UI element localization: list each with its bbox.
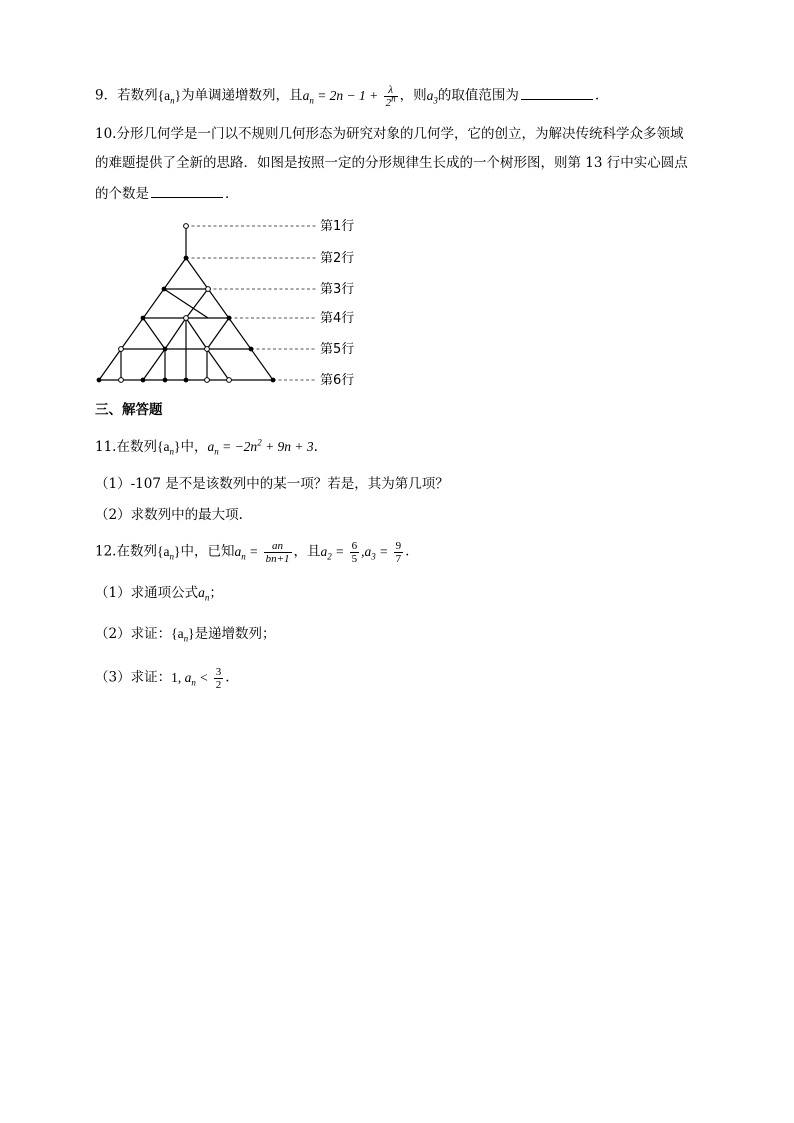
q9-seq: $\{a_n\}$ [157,87,182,106]
q11-mid: 中， [180,439,208,455]
question-11 [95,437,318,457]
q12-part1-end: ； [209,585,223,601]
q9-end: . [594,87,600,104]
node-hollow [119,347,124,352]
node-hollow [184,316,189,321]
node-solid [249,347,254,352]
q10-line3-text: 的个数是 [95,186,149,202]
q12-part2-post: 是递增数列； [194,626,276,642]
q12-fraction: $\frac{an}{bn+1}$ [265,540,290,565]
q11-part1: （1）-107 是不是该数列中的某一项？若是，其为第几项？ [95,476,449,492]
q12-prefix: 12.在数列 [95,543,157,560]
fractal-tree-figure [95,214,375,390]
row-label-2: 第2行 [320,251,355,266]
q11-part2: （2）求数列中的最大项. [95,507,243,523]
q12-part3-formula: 1, $a_n$ < $\frac{3}{2}$ [171,666,222,691]
q9-text3: ，则 [399,87,427,104]
q12-conditions: $a_2$ = $\frac{6}{5}$ $,a_3$ = $\frac{9}{7}$ [320,540,402,565]
row-label-1: 第1行 [320,219,355,234]
row-label-4: 第4行 [320,311,355,326]
q12-text2: ，且 [293,543,321,560]
q9-text1: 若数列 [117,87,158,104]
node-solid [184,378,189,383]
q11-formula: $a_n = -2n^2 + 9n + 3$ [207,437,314,457]
row-label-5: 第5行 [320,342,355,357]
q10-answer-blank[interactable] [151,183,223,198]
q12-part2-pre: （2）求证： [95,626,172,642]
question-12 [95,540,409,565]
q12-mid: 中，已知 [180,543,235,560]
q9-a3: $a_3$ [426,87,438,106]
node-hollow [205,347,210,352]
node-solid [97,378,102,383]
node-solid [227,316,232,321]
node-solid [163,378,168,383]
q12-part1-an: $a_n$ [198,585,210,603]
q9-formula: $a_n = 2n - 1$ + $\frac{\lambda}{2^n}$ [302,84,396,109]
q12-seq: $\{a_n\}$ [156,543,181,562]
q12-part3 [95,666,230,691]
q9-answer-blank[interactable] [521,85,593,100]
q12-part1-text: （1）求通项公式 [95,585,199,601]
node-hollow [206,287,211,292]
node-hollow [119,378,124,383]
q12-part1 [95,583,223,603]
q12-part2-seq: $\{a_n\}$ [171,626,195,644]
node-hollow [227,378,232,383]
q11-end: . [313,439,318,455]
node-solid [162,287,167,292]
q12-part3-end: . [225,669,230,686]
q10-end: ． [225,186,239,202]
question-9 [95,84,599,109]
node-solid [271,378,276,383]
q9-fraction: $\frac{\lambda}{2^n}$ [385,84,396,109]
row-label-3: 第3行 [320,282,355,297]
q10-line3 [95,183,239,204]
node-hollow [205,378,210,383]
node-solid [141,316,146,321]
node-solid [163,347,168,352]
q12-part3-pre: （3）求证： [95,669,172,686]
q9-text2: 为单调递增数列，且 [181,87,303,104]
q11-prefix: 11.在数列 [95,439,157,455]
q12-end: . [405,543,410,560]
q9-number: 9． [95,87,118,104]
section-3-title: 三、解答题 [95,402,163,418]
q10-line2: 的难题提供了全新的思路．如图是按照一定的分形规律生长成的一个树形图，则第 13 行中实心圆点 [95,155,688,171]
q12-formula: $a_n$ = $\frac{an}{bn+1}$ [234,540,290,565]
node-solid [184,256,189,261]
q10-line1: 10.分形几何学是一门以不规则几何形态为研究对象的几何学，它的创立，为解决传统科学众多领域 [95,126,684,142]
q12-part2 [95,624,276,644]
q9-text4: 的取值范围为 [437,87,519,104]
node-solid [141,378,146,383]
node-hollow [184,224,189,229]
row-label-6: 第6行 [320,373,355,388]
q11-seq: $\{a_n\}$ [156,439,181,457]
